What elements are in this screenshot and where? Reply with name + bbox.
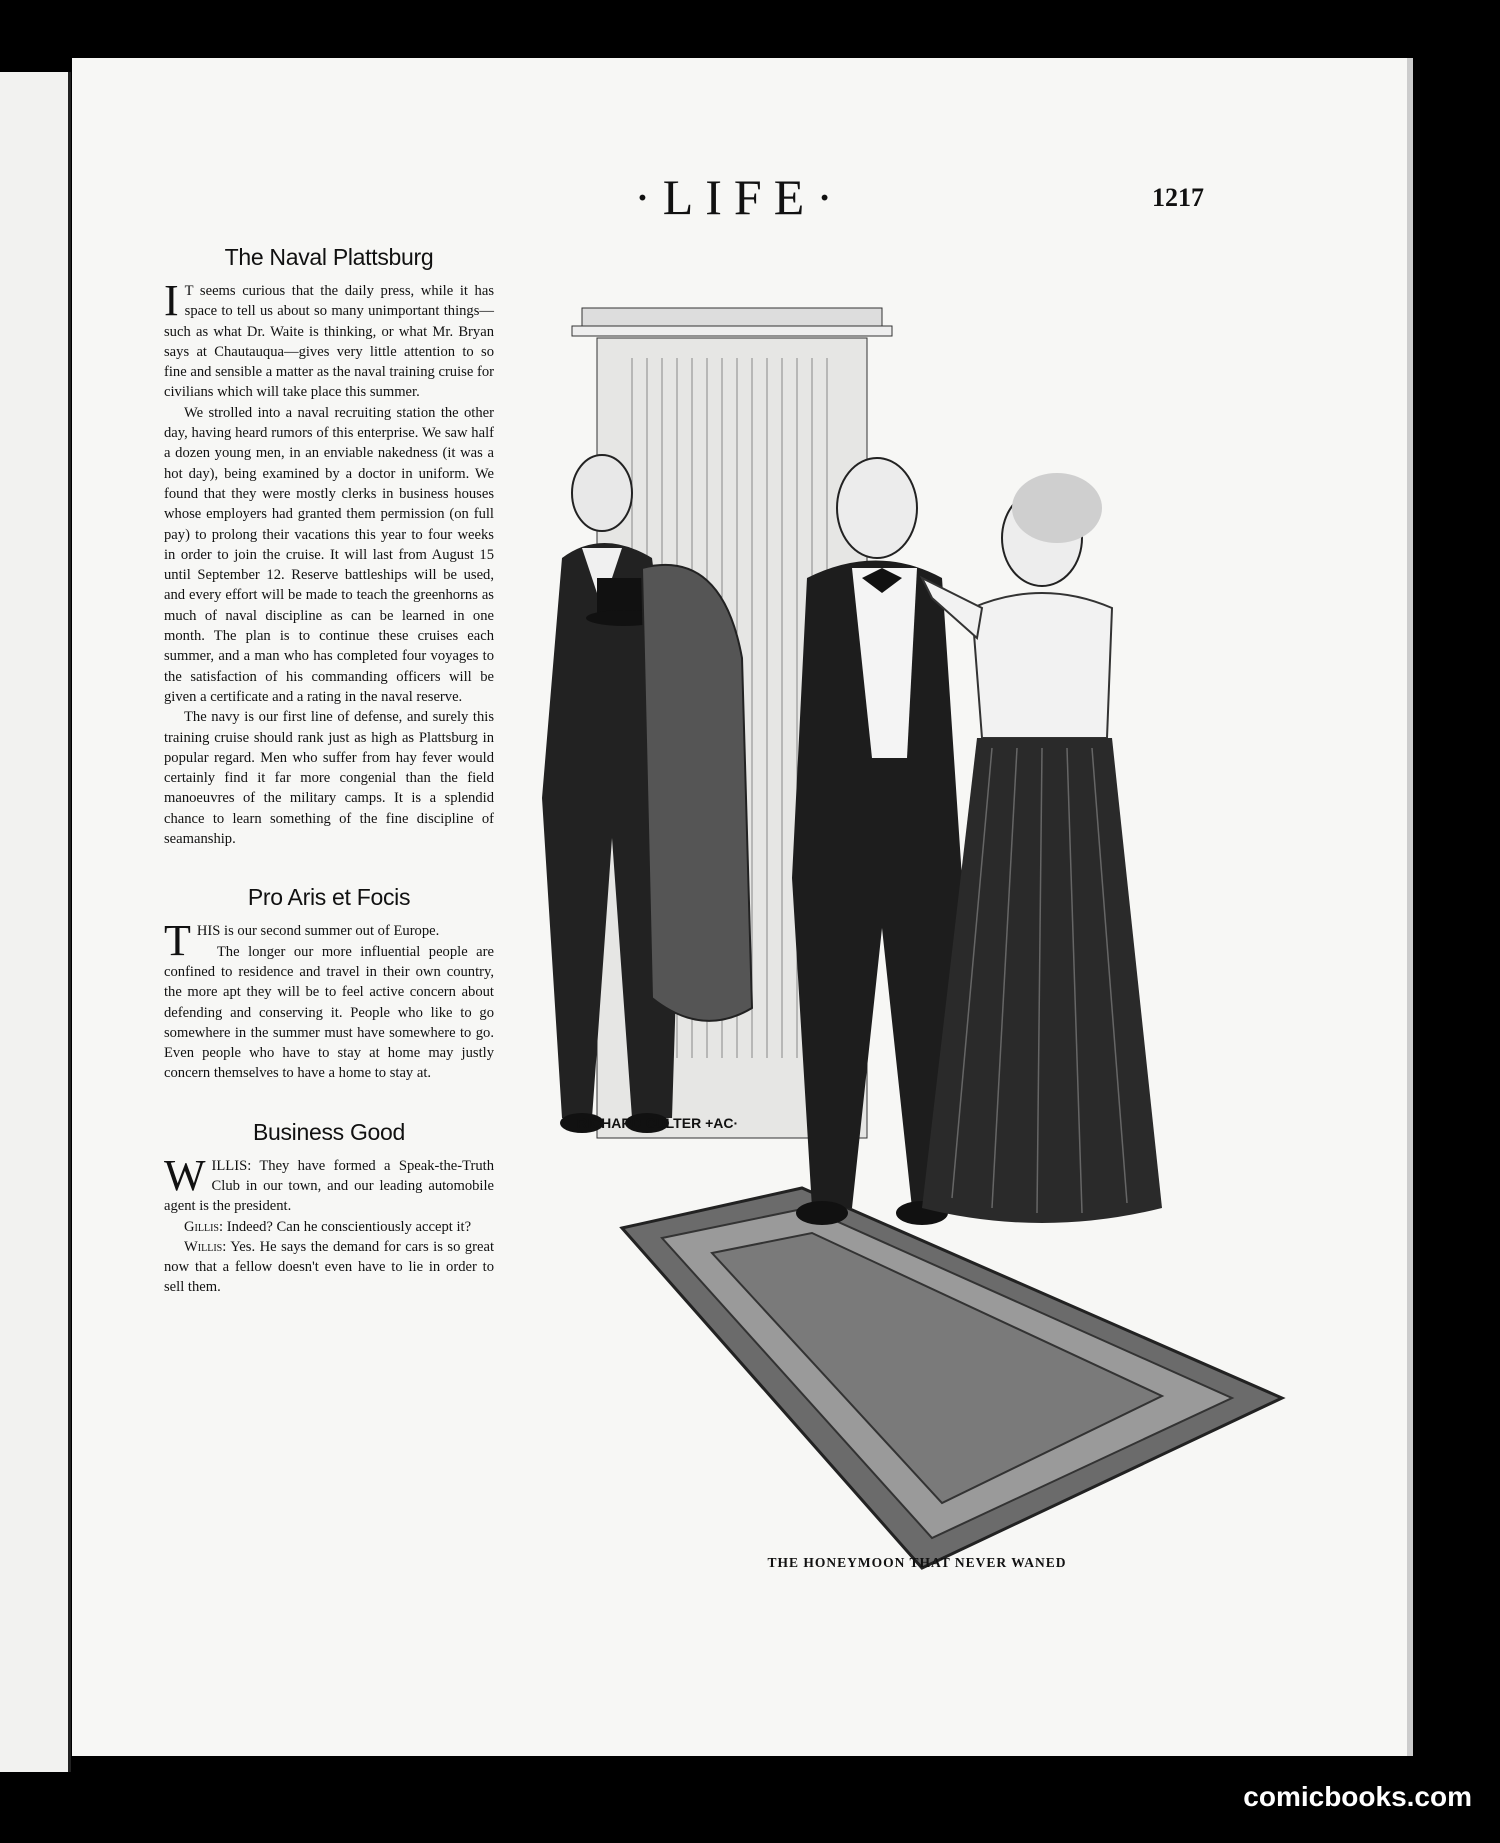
masthead: ·LIFE· <box>634 169 845 225</box>
dialog-line: Willis: Yes. He says the demand for cars is so great now that a fellow doesn't even have to lie in order to sell them. <box>164 1238 495 1296</box>
artist-signature: RICHARD CULTER +AC· <box>577 1115 739 1131</box>
article-paragraph: THIS is our second summer out of Europe. <box>164 916 440 966</box>
article-title: The Naval Plattsburg <box>224 244 434 270</box>
article-business-good <box>164 1118 494 1298</box>
article-paragraph: We strolled into a naval recruiting station the other day, having heard rumors of this enterprise. We saw half a dozen young men, in an enviable nakedness (it was a hot day), being examined by a doctor in uniform. We found that they were mostly clerks in business houses whose employers had granted them permission (on full pay) to prolong their vacations this year to four weeks in order to join the cruise. It will last from August 15 until September 12. Reserve battleships will be used, and every effort will be made to teach the greenhorns as much of naval discipline as can be learned in one month. The plan is to continue these cruises each summer, and a man who has completed four voyages to the satisfaction of his commanding officers will be given a certificate and a rating in the naval reserve. <box>164 404 494 705</box>
article-pro-aris <box>164 883 494 1083</box>
watermark: comicbooks.com <box>1243 1781 1472 1812</box>
dialog-line: Gillis: Indeed? Can he conscientiously accept it? <box>184 1218 472 1235</box>
facing-page-edge <box>0 72 71 1772</box>
magazine-page <box>72 58 1413 1756</box>
illustration-caption: THE HONEYMOON THAT NEVER WANED <box>767 1555 1067 1570</box>
article-paragraph: The longer our more influential people are confined to residence and travel in their own country, the more apt they will be to feel active concern about defending and conserving it. People who like to go somewhere in the summer must have somewhere to go. Even people who have to stay at home may justly concern themselves to have a home to stay at. <box>164 943 494 1082</box>
cartoon-illustration <box>522 278 1312 1578</box>
page-number: 1217 <box>1152 183 1204 212</box>
text-column <box>164 243 494 1332</box>
article-paragraph: I T seems curious that the daily press, while it has space to tell us about so many unimportant things—such as what Dr. Waite is thinking, or what Mr. Bryan says at Chautauqua—gives very little attention to so fine and sensible a matter as the naval training cruise for civilians which will take place this summer. <box>164 276 494 401</box>
drop-cap: T <box>164 916 191 966</box>
article-title: Business Good <box>252 1118 406 1145</box>
drop-cap: W <box>164 1150 206 1200</box>
article-title: Pro Aris et Focis <box>247 884 411 911</box>
article-paragraph: The navy is our first line of defense, and surely this training cruise should rank just as high as Plattsburg in popular regard. Men who suffer from hay fever would certainly find it far more congenial than the field manoeuvres of the military camps. It is a splendid chance to learn something of the fine discipline of seamanship. <box>164 709 494 848</box>
dialog-line: WILLIS: They have formed a Speak-the-Truth Club in our town, and our leading automobile agent is the president. <box>164 1150 495 1215</box>
article-naval-plattsburg <box>164 243 494 849</box>
rug <box>622 1188 1282 1568</box>
drop-cap: I <box>164 276 179 325</box>
